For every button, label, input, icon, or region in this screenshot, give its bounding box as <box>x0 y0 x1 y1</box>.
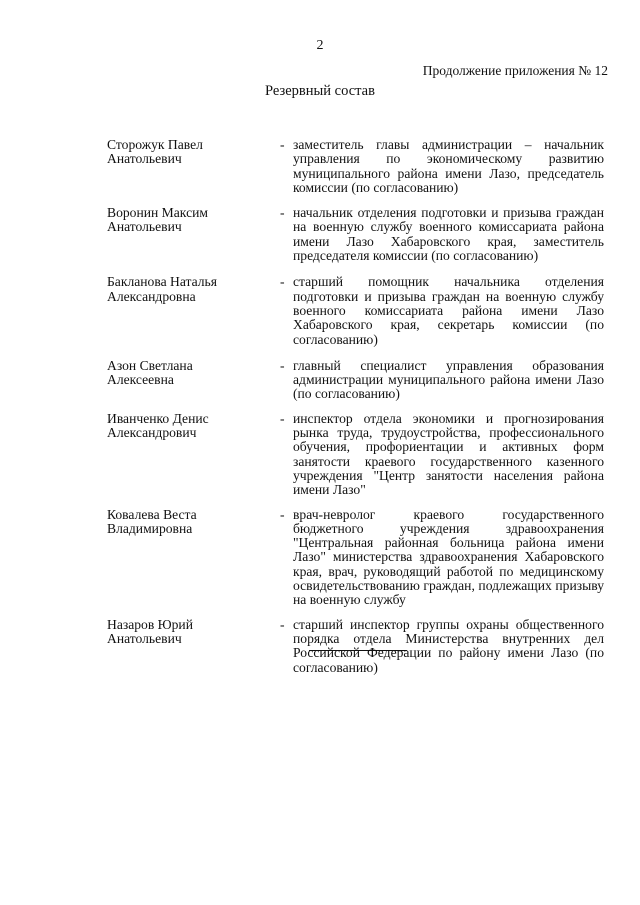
member-name: Сторожук Павел Анатольевич <box>107 137 203 167</box>
member-row <box>107 412 604 498</box>
member-name: Воронин Максим Анатольевич <box>107 205 208 235</box>
member-row <box>107 359 604 402</box>
member-role: инспектор отдела экономики и прогнозирования рынка труда, трудоустройства, профессионального обучения, профориентации и активных форм занятости краевого государственного казенного учреждения "Центр занятости населения района имени Лазо" <box>293 410 604 498</box>
member-row <box>107 206 604 263</box>
member-dash: - <box>280 410 285 426</box>
section-title: Резервный состав <box>265 83 375 99</box>
member-role: старший помощник начальника отделения подготовки и призыва граждан на военную службу военного комиссариата района имени Лазо Хабаровского края, секретарь комиссии (по согласованию) <box>293 274 604 347</box>
closing-divider <box>309 650 407 651</box>
member-name: Назаров Юрий Анатольевич <box>107 616 193 646</box>
member-row <box>107 138 604 195</box>
member-name: Бакланова Наталья Александровна <box>107 274 217 304</box>
member-dash: - <box>280 506 285 522</box>
member-dash: - <box>280 137 285 152</box>
members-list <box>107 138 604 675</box>
member-name: Иванченко Денис Александрович <box>107 410 209 441</box>
member-row <box>107 275 604 346</box>
member-dash: - <box>280 616 285 632</box>
member-row <box>107 508 604 608</box>
member-role: старший инспектор группы охраны общественного порядка отдела Министерства внутренних дел Российской Федерации по району имени Лазо (по согласованию) <box>293 616 604 675</box>
member-row <box>107 618 604 675</box>
member-dash: - <box>280 357 285 373</box>
page-number: 2 <box>316 38 324 53</box>
member-role: главный специалист управления образования администрации муниципального района имени Лазо (по согласованию) <box>293 357 604 402</box>
member-name: Азон Светлана Алексеевна <box>107 357 193 388</box>
member-role: врач-невролог краевого государственного бюджетного учреждения здравоохранения "Центральная районная больница района имени Лазо" министерства здравоохранения Хабаровского края, врач, руководящий работой по медицинскому освидетельствованию граждан, подлежащих призыву на военную службу <box>293 506 604 608</box>
member-name: Ковалева Веста Владимировна <box>107 506 197 536</box>
member-dash: - <box>280 205 285 221</box>
member-dash: - <box>280 274 285 290</box>
member-role: начальник отделения подготовки и призыва граждан на военную службу военного комиссариата района имени Лазо Хабаровского края, заместитель председателя комиссии (по согласованию) <box>293 205 604 264</box>
member-role: заместитель главы администрации – начальник управления по экономическому развитию муниципального района имени Лазо, председатель комиссии (по согласованию) <box>293 137 604 195</box>
appendix-note: Продолжение приложения № 12 <box>422 63 608 78</box>
